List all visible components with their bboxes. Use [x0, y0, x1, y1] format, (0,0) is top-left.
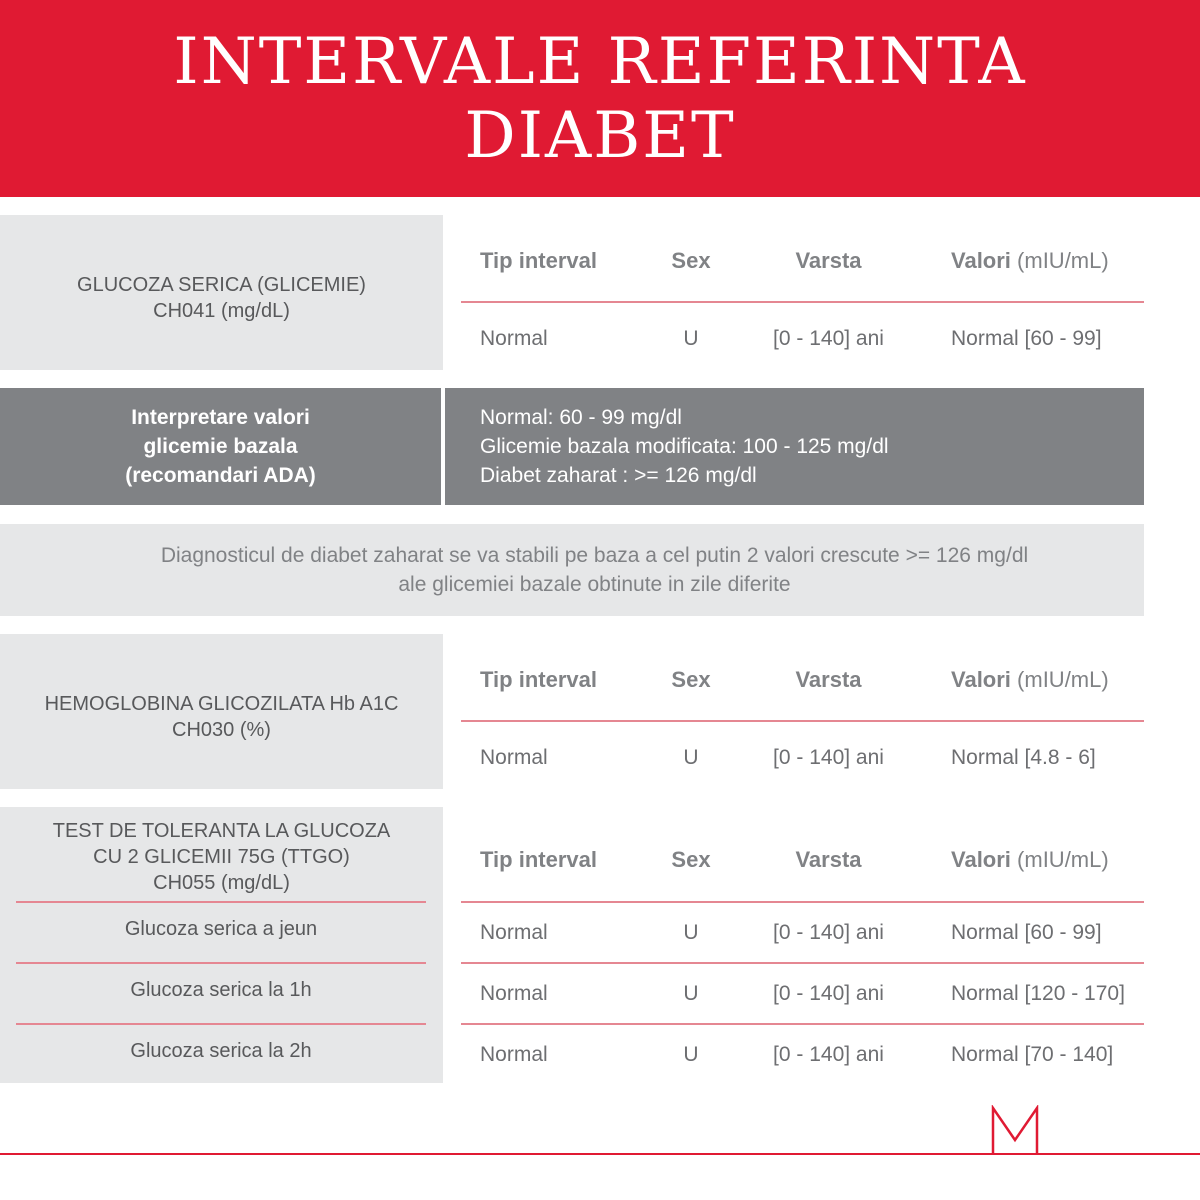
row-divider — [461, 301, 1144, 303]
cell-varsta: [0 - 140] ani — [773, 921, 884, 944]
row-divider — [461, 720, 1144, 722]
interpretare-modificata: Glicemie bazala modificata: 100 - 125 mg/dl — [480, 435, 889, 458]
interpretare-title-line3: (recomandari ADA) — [125, 464, 316, 487]
col-sex: Sex — [671, 248, 711, 273]
interpretare-title-line1: Interpretare valori — [131, 406, 310, 429]
col-varsta: Varsta — [795, 248, 862, 273]
cell-sex: U — [683, 982, 699, 1005]
cell-tip: Normal — [480, 921, 548, 944]
col-sex: Sex — [671, 847, 711, 872]
interpretare-values — [445, 388, 1144, 505]
hba1c-title-line1: HEMOGLOBINA GLICOZILATA Hb A1C — [44, 692, 399, 715]
left-divider — [16, 962, 426, 964]
ttgo-title-line1: TEST DE TOLERANTA LA GLUCOZA — [52, 820, 391, 842]
left-divider — [16, 1023, 426, 1025]
cell-valori: Normal [70 - 140] — [951, 1043, 1114, 1066]
cell-sex: U — [683, 1043, 699, 1066]
glucoza-table — [461, 215, 1144, 370]
glucoza-title — [0, 215, 443, 380]
ttgo-item-label: Glucoza serica la 2h — [130, 1040, 312, 1062]
left-divider — [16, 901, 426, 903]
cell-varsta: [0 - 140] ani — [773, 327, 884, 350]
diagnostic-note — [0, 524, 1144, 616]
interpretare-normal: Normal: 60 - 99 mg/dl — [480, 406, 682, 429]
ttgo-item-label: Glucoza serica a jeun — [124, 918, 318, 940]
ttgo-title-line2: CU 2 GLICEMII 75G (TTGO) — [93, 846, 350, 868]
col-valori: Valori (mIU/mL) — [951, 667, 1109, 692]
col-sex: Sex — [671, 667, 711, 692]
col-valori: Valori (mIU/mL) — [951, 248, 1109, 273]
cell-tip: Normal — [480, 327, 548, 350]
ttgo-item-label: Glucoza serica la 1h — [130, 979, 312, 1001]
hba1c-table — [461, 634, 1144, 789]
col-tip-interval: Tip interval — [480, 248, 597, 273]
cell-tip: Normal — [480, 982, 548, 1005]
cell-varsta: [0 - 140] ani — [773, 746, 884, 769]
page-title-line2: DIABET — [464, 98, 736, 173]
row-divider — [461, 962, 1144, 964]
cell-sex: U — [683, 327, 699, 350]
cell-valori: Normal [60 - 99] — [951, 327, 1102, 350]
cell-sex: U — [683, 746, 699, 769]
interpretare-title-line2: glicemie bazala — [143, 435, 298, 458]
col-tip-interval: Tip interval — [480, 847, 597, 872]
ttgo-title-line3: CH055 (mg/dL) — [153, 872, 290, 894]
cell-varsta: [0 - 140] ani — [773, 982, 884, 1005]
col-varsta: Varsta — [795, 847, 862, 872]
glucoza-title-line1: GLUCOZA SERICA (GLICEMIE) — [77, 273, 366, 296]
cell-tip: Normal — [480, 1043, 548, 1066]
cell-tip: Normal — [480, 746, 548, 769]
note-line2: ale glicemiei bazale obtinute in zile diferite — [398, 573, 791, 596]
glucoza-title-line2: CH041 (mg/dL) — [153, 299, 290, 322]
hba1c-title — [0, 634, 443, 799]
cell-valori: Normal [4.8 - 6] — [951, 746, 1096, 769]
m-logo-icon — [990, 1105, 1040, 1155]
page-title-line1: INTERVALE REFERINTA — [173, 24, 1027, 99]
cell-valori: Normal [60 - 99] — [951, 921, 1102, 944]
cell-valori: Normal [120 - 170] — [951, 982, 1125, 1005]
col-tip-interval: Tip interval — [480, 667, 597, 692]
ttgo-title — [0, 817, 443, 897]
col-valori: Valori (mIU/mL) — [951, 847, 1109, 872]
note-line1: Diagnosticul de diabet zaharat se va stabili pe baza a cel putin 2 valori crescute >= 126 mg/dl — [160, 544, 1029, 567]
interpretare-diabet: Diabet zaharat : >= 126 mg/dl — [480, 464, 757, 487]
col-varsta: Varsta — [795, 667, 862, 692]
ttgo-table — [461, 807, 1144, 1083]
hba1c-title-line2: CH030 (%) — [172, 718, 271, 741]
cell-varsta: [0 - 140] ani — [773, 1043, 884, 1066]
cell-sex: U — [683, 921, 699, 944]
page-header — [0, 0, 1200, 197]
row-divider — [461, 1023, 1144, 1025]
interpretare-title — [0, 388, 441, 505]
row-divider — [461, 901, 1144, 903]
